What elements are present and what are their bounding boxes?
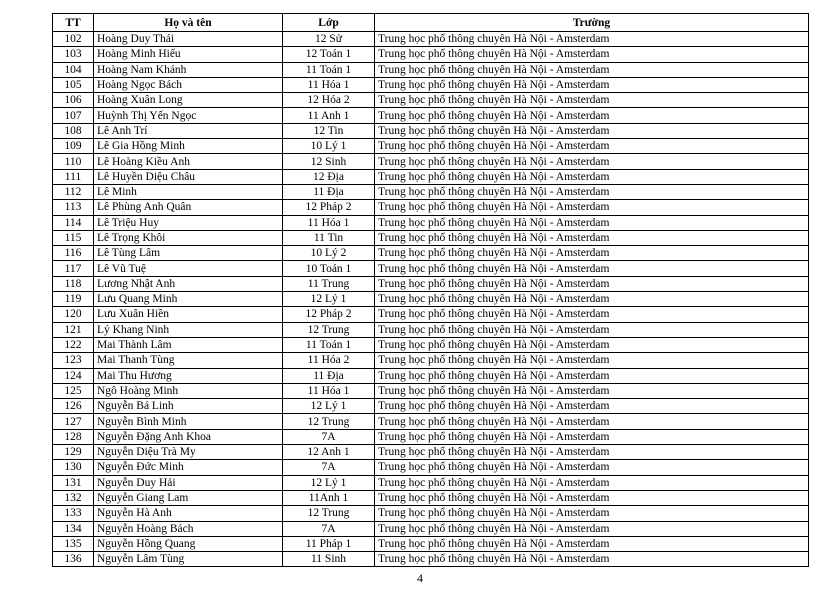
header-school: Trường [375,14,809,32]
cell-tt: 113 [53,200,94,215]
cell-name: Mai Thành Lâm [94,337,283,352]
cell-name: Lý Khang Ninh [94,322,283,337]
cell-class: 7A [283,429,375,444]
table-row [53,414,809,429]
cell-school: Trung học phổ thông chuyên Hà Nội - Amsterdam [375,200,809,215]
cell-tt: 119 [53,292,94,307]
table-row [53,230,809,245]
cell-class: 11 Sinh [283,552,375,567]
cell-tt: 109 [53,139,94,154]
cell-school: Trung học phổ thông chuyên Hà Nội - Amsterdam [375,414,809,429]
table-row [53,521,809,536]
cell-school: Trung học phổ thông chuyên Hà Nội - Amsterdam [375,276,809,291]
cell-school: Trung học phổ thông chuyên Hà Nội - Amsterdam [375,307,809,322]
cell-class: 11 Hóa 1 [283,383,375,398]
table-row [53,506,809,521]
cell-name: Lê Vũ Tuệ [94,261,283,276]
cell-class: 12 Lý 1 [283,475,375,490]
cell-name: Hoàng Xuân Long [94,93,283,108]
table-row [53,490,809,505]
cell-tt: 105 [53,77,94,92]
cell-class: 11 Toán 1 [283,337,375,352]
cell-school: Trung học phổ thông chuyên Hà Nội - Amsterdam [375,506,809,521]
cell-tt: 104 [53,62,94,77]
cell-school: Trung học phổ thông chuyên Hà Nội - Amsterdam [375,353,809,368]
table-row [53,77,809,92]
table-row [53,307,809,322]
cell-class: 11 Toán 1 [283,62,375,77]
cell-school: Trung học phổ thông chuyên Hà Nội - Amsterdam [375,445,809,460]
cell-tt: 106 [53,93,94,108]
table-row [53,552,809,567]
cell-tt: 123 [53,353,94,368]
cell-class: 12 Tin [283,123,375,138]
cell-school: Trung học phổ thông chuyên Hà Nội - Amsterdam [375,460,809,475]
table-row [53,200,809,215]
cell-school: Trung học phổ thông chuyên Hà Nội - Amsterdam [375,490,809,505]
table-row [53,353,809,368]
cell-name: Nguyễn Bình Minh [94,414,283,429]
cell-tt: 133 [53,506,94,521]
table-row [53,123,809,138]
cell-tt: 128 [53,429,94,444]
cell-class: 11Anh 1 [283,490,375,505]
cell-name: Nguyễn Bá Linh [94,399,283,414]
cell-class: 11 Trung [283,276,375,291]
table-row [53,139,809,154]
cell-tt: 118 [53,276,94,291]
cell-tt: 110 [53,154,94,169]
cell-tt: 127 [53,414,94,429]
table-row [53,337,809,352]
table-row [53,32,809,47]
table-row [53,215,809,230]
table-row [53,460,809,475]
cell-school: Trung học phổ thông chuyên Hà Nội - Amsterdam [375,139,809,154]
cell-name: Hoàng Ngọc Bách [94,77,283,92]
table-header-row [53,14,809,32]
cell-class: 12 Pháp 2 [283,200,375,215]
cell-school: Trung học phổ thông chuyên Hà Nội - Amsterdam [375,368,809,383]
cell-school: Trung học phổ thông chuyên Hà Nội - Amsterdam [375,322,809,337]
cell-name: Lê Huyền Diệu Châu [94,169,283,184]
cell-class: 11 Địa [283,368,375,383]
cell-name: Hoàng Nam Khánh [94,62,283,77]
cell-tt: 126 [53,399,94,414]
cell-class: 11 Pháp 1 [283,536,375,551]
cell-tt: 115 [53,230,94,245]
cell-name: Nguyễn Đặng Anh Khoa [94,429,283,444]
cell-class: 11 Hóa 2 [283,353,375,368]
cell-tt: 111 [53,169,94,184]
cell-school: Trung học phổ thông chuyên Hà Nội - Amsterdam [375,475,809,490]
cell-name: Lê Phùng Anh Quân [94,200,283,215]
cell-name: Nguyễn Lâm Tùng [94,552,283,567]
cell-name: Lưu Quang Minh [94,292,283,307]
cell-school: Trung học phổ thông chuyên Hà Nội - Amsterdam [375,108,809,123]
cell-tt: 129 [53,445,94,460]
cell-class: 12 Toán 1 [283,47,375,62]
cell-school: Trung học phổ thông chuyên Hà Nội - Amsterdam [375,261,809,276]
table-row [53,322,809,337]
cell-name: Ngô Hoàng Minh [94,383,283,398]
table-row [53,368,809,383]
page-number: 4 [417,571,423,585]
table-row [53,62,809,77]
cell-class: 10 Lý 2 [283,246,375,261]
cell-class: 11 Tin [283,230,375,245]
cell-name: Lê Tùng Lâm [94,246,283,261]
cell-school: Trung học phổ thông chuyên Hà Nội - Amsterdam [375,337,809,352]
cell-name: Nguyễn Đức Minh [94,460,283,475]
cell-name: Nguyễn Giang Lam [94,490,283,505]
cell-school: Trung học phổ thông chuyên Hà Nội - Amsterdam [375,123,809,138]
cell-class: 12 Lý 1 [283,292,375,307]
cell-school: Trung học phổ thông chuyên Hà Nội - Amsterdam [375,154,809,169]
cell-class: 12 Lý 1 [283,399,375,414]
cell-class: 11 Anh 1 [283,108,375,123]
cell-school: Trung học phổ thông chuyên Hà Nội - Amsterdam [375,215,809,230]
cell-name: Mai Thanh Tùng [94,353,283,368]
cell-tt: 122 [53,337,94,352]
table-row [53,276,809,291]
cell-tt: 125 [53,383,94,398]
header-class: Lớp [283,14,375,32]
cell-tt: 124 [53,368,94,383]
cell-class: 12 Trung [283,414,375,429]
header-tt: TT [53,14,94,32]
cell-name: Lê Minh [94,184,283,199]
student-list-sheet [52,13,809,567]
cell-school: Trung học phổ thông chuyên Hà Nội - Amsterdam [375,521,809,536]
table-row [53,445,809,460]
cell-tt: 134 [53,521,94,536]
table-row [53,429,809,444]
table-row [53,108,809,123]
cell-class: 10 Lý 1 [283,139,375,154]
cell-tt: 102 [53,32,94,47]
cell-name: Lưu Xuân Hiền [94,307,283,322]
cell-tt: 132 [53,490,94,505]
cell-tt: 136 [53,552,94,567]
cell-school: Trung học phổ thông chuyên Hà Nội - Amsterdam [375,47,809,62]
cell-class: 12 Trung [283,506,375,521]
cell-school: Trung học phổ thông chuyên Hà Nội - Amsterdam [375,93,809,108]
cell-class: 10 Toán 1 [283,261,375,276]
cell-class: 11 Địa [283,184,375,199]
cell-tt: 108 [53,123,94,138]
cell-school: Trung học phổ thông chuyên Hà Nội - Amsterdam [375,32,809,47]
cell-tt: 120 [53,307,94,322]
cell-tt: 103 [53,47,94,62]
cell-school: Trung học phổ thông chuyên Hà Nội - Amsterdam [375,429,809,444]
table-row [53,475,809,490]
cell-class: 12 Sinh [283,154,375,169]
header-name: Họ và tên [94,14,283,32]
cell-school: Trung học phổ thông chuyên Hà Nội - Amsterdam [375,246,809,261]
cell-name: Lê Anh Trí [94,123,283,138]
cell-school: Trung học phổ thông chuyên Hà Nội - Amsterdam [375,184,809,199]
cell-tt: 116 [53,246,94,261]
table-row [53,246,809,261]
table-row [53,383,809,398]
cell-class: 12 Trung [283,322,375,337]
cell-name: Nguyễn Hoàng Bách [94,521,283,536]
table-row [53,184,809,199]
cell-school: Trung học phổ thông chuyên Hà Nội - Amsterdam [375,62,809,77]
student-table [52,13,809,567]
cell-class: 12 Hóa 2 [283,93,375,108]
cell-name: Hoàng Minh Hiếu [94,47,283,62]
cell-name: Nguyễn Diệu Trà My [94,445,283,460]
table-row [53,154,809,169]
cell-school: Trung học phổ thông chuyên Hà Nội - Amsterdam [375,77,809,92]
cell-tt: 107 [53,108,94,123]
cell-tt: 135 [53,536,94,551]
cell-tt: 112 [53,184,94,199]
cell-name: Lê Triệu Huy [94,215,283,230]
cell-tt: 114 [53,215,94,230]
cell-class: 7A [283,460,375,475]
cell-class: 12 Pháp 2 [283,307,375,322]
table-row [53,47,809,62]
cell-name: Lê Hoàng Kiều Anh [94,154,283,169]
cell-school: Trung học phổ thông chuyên Hà Nội - Amsterdam [375,383,809,398]
cell-school: Trung học phổ thông chuyên Hà Nội - Amsterdam [375,292,809,307]
cell-class: 12 Anh 1 [283,445,375,460]
cell-school: Trung học phổ thông chuyên Hà Nội - Amsterdam [375,230,809,245]
cell-name: Mai Thu Hương [94,368,283,383]
cell-name: Nguyễn Hà Anh [94,506,283,521]
cell-class: 7A [283,521,375,536]
cell-tt: 117 [53,261,94,276]
table-row [53,261,809,276]
cell-name: Nguyễn Duy Hải [94,475,283,490]
cell-tt: 131 [53,475,94,490]
table-row [53,292,809,307]
cell-class: 11 Hóa 1 [283,215,375,230]
table-row [53,93,809,108]
cell-tt: 121 [53,322,94,337]
cell-name: Lê Trọng Khôi [94,230,283,245]
cell-name: Huỳnh Thị Yến Ngọc [94,108,283,123]
cell-name: Lương Nhật Anh [94,276,283,291]
cell-name: Nguyễn Hồng Quang [94,536,283,551]
cell-tt: 130 [53,460,94,475]
table-row [53,399,809,414]
cell-class: 12 Địa [283,169,375,184]
cell-name: Hoàng Duy Thái [94,32,283,47]
cell-school: Trung học phổ thông chuyên Hà Nội - Amsterdam [375,399,809,414]
cell-name: Lê Gia Hồng Minh [94,139,283,154]
cell-class: 12 Sử [283,32,375,47]
cell-school: Trung học phổ thông chuyên Hà Nội - Amsterdam [375,552,809,567]
cell-class: 11 Hóa 1 [283,77,375,92]
table-row [53,169,809,184]
cell-school: Trung học phổ thông chuyên Hà Nội - Amsterdam [375,169,809,184]
table-row [53,536,809,551]
cell-school: Trung học phổ thông chuyên Hà Nội - Amsterdam [375,536,809,551]
